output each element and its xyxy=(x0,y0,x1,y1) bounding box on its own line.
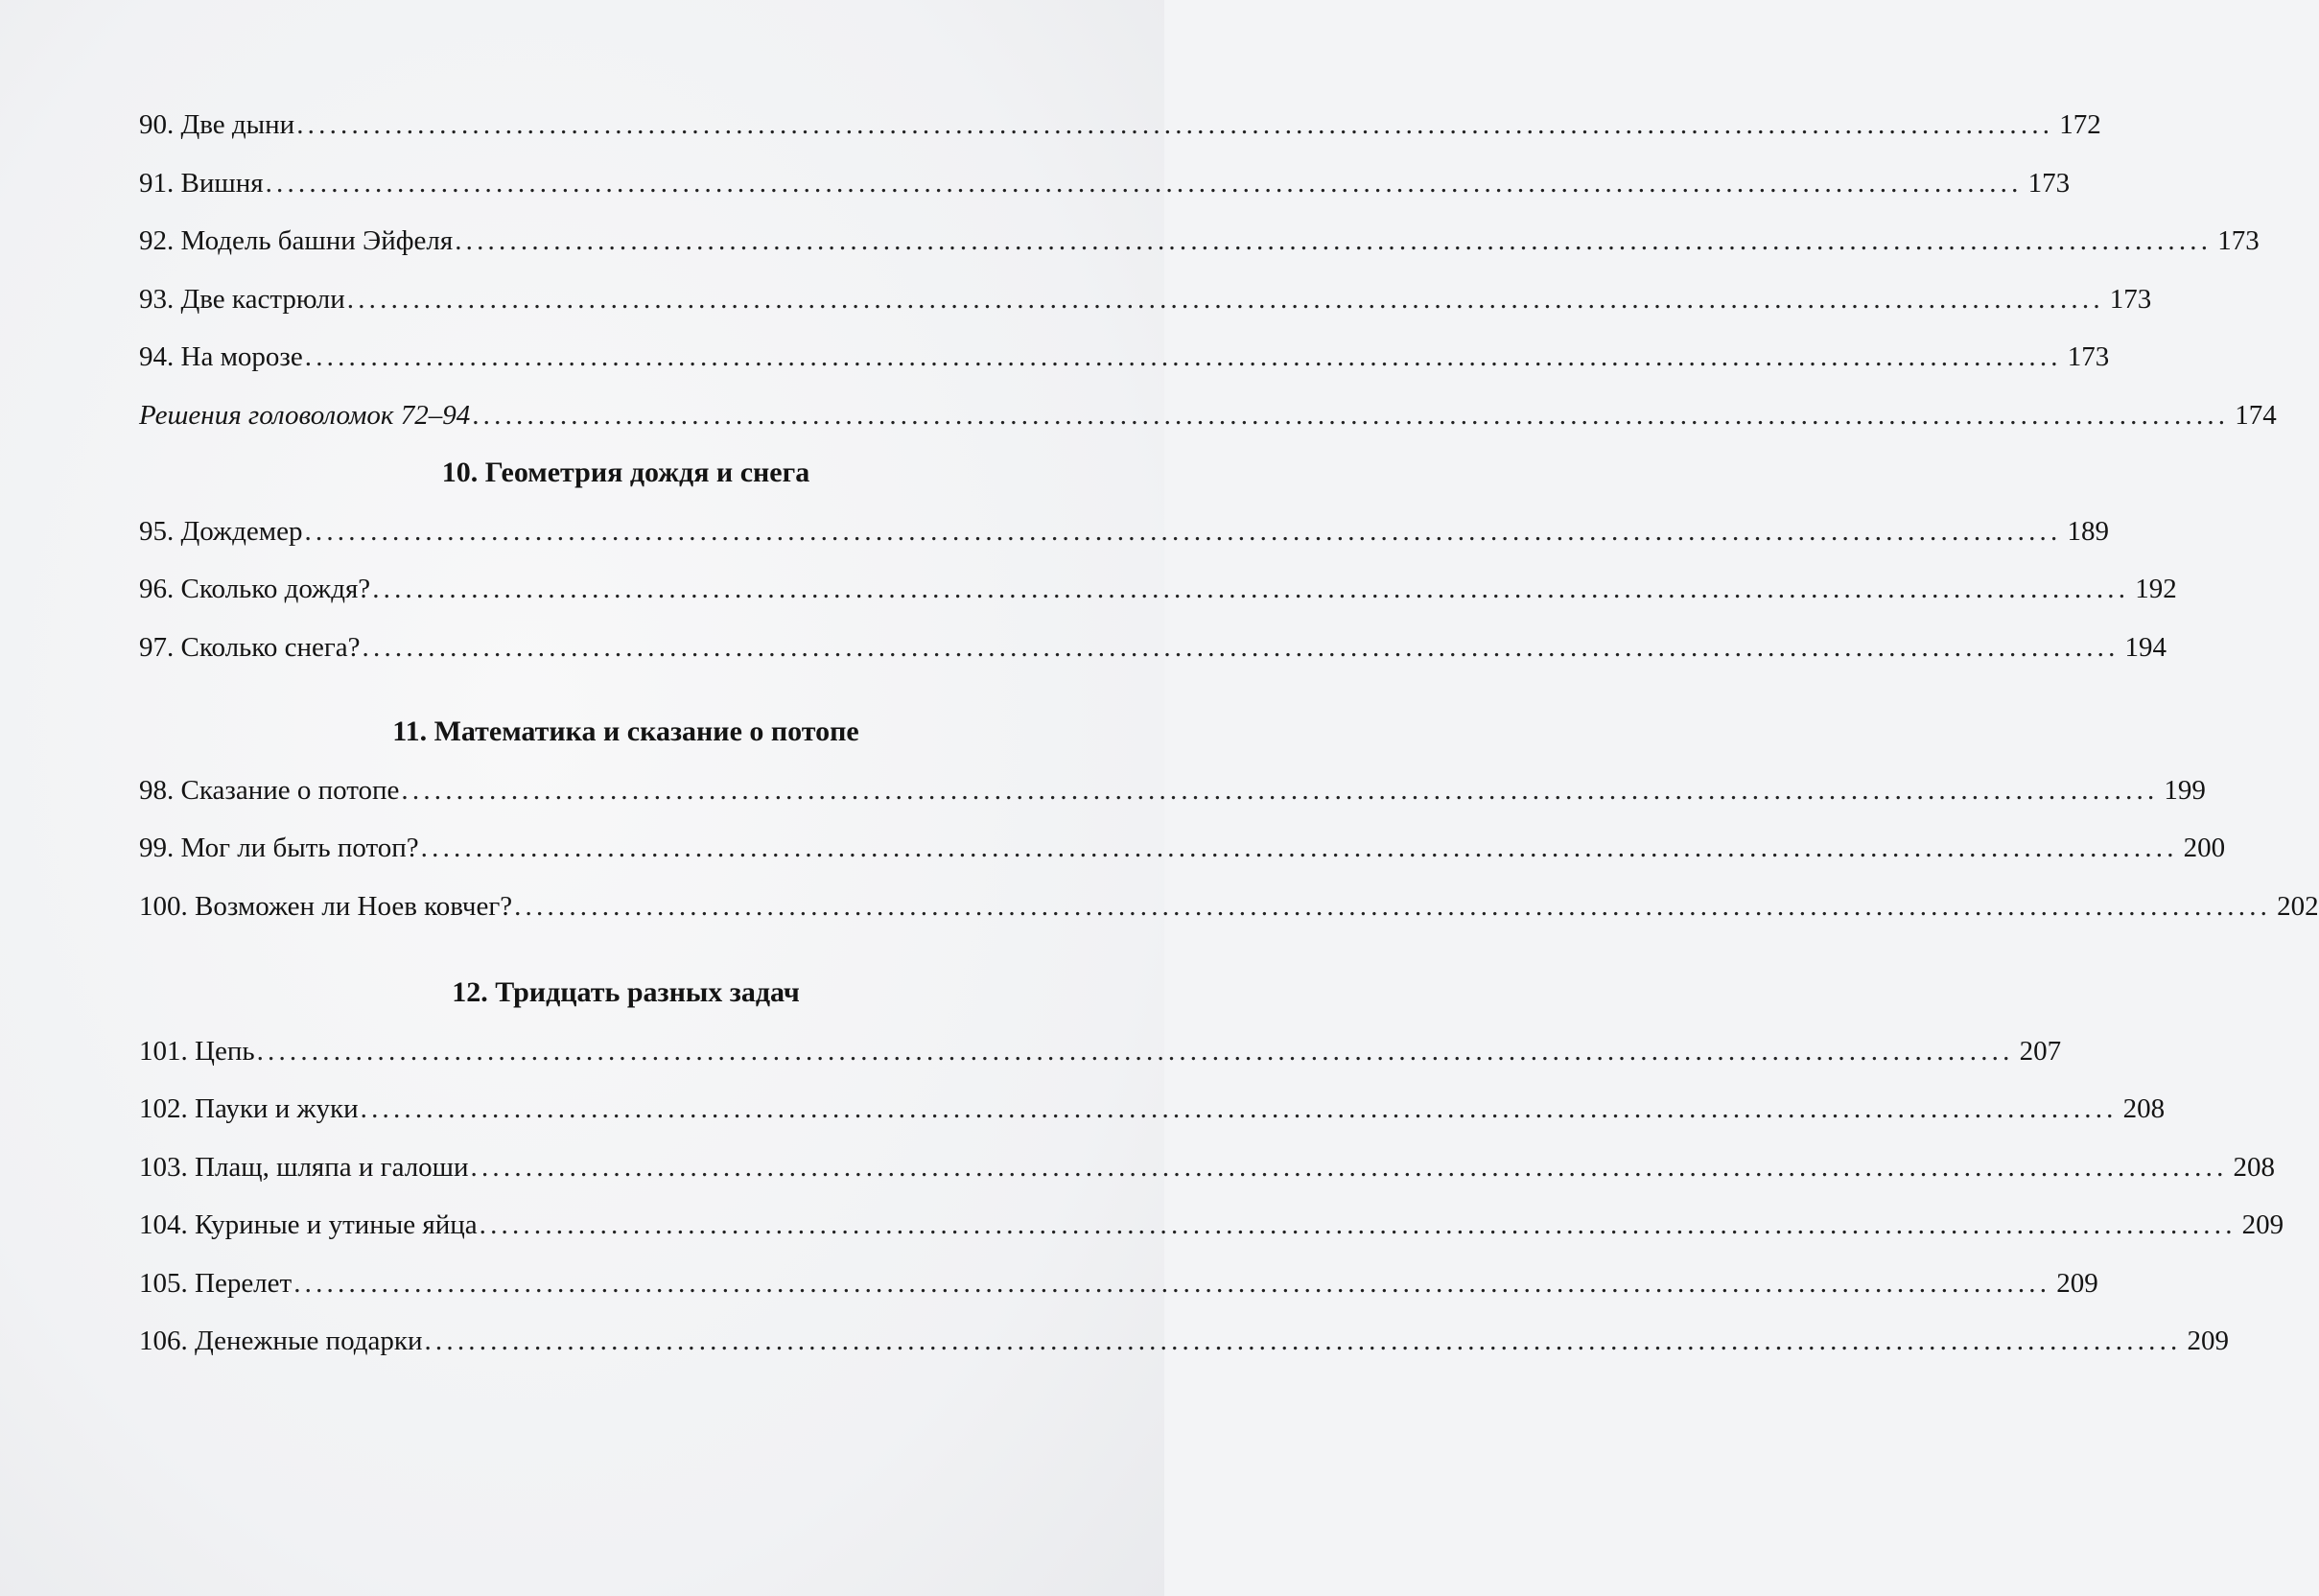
toc-entry xyxy=(139,762,2206,820)
entry-title: 102. Пауки и жуки xyxy=(139,1093,359,1124)
entry-page-number: 200 xyxy=(2183,833,2226,863)
dot-leader: ................................................................................................................................................................ xyxy=(424,1326,2182,1356)
entry-page-number: 209 xyxy=(2187,1326,2229,1356)
entry-page-number: 207 xyxy=(2019,1035,2062,1067)
toc-entry xyxy=(139,878,2319,936)
entry-title: 90. Две дыни xyxy=(139,109,295,140)
toc-entry xyxy=(139,154,2071,213)
entry-title: 105. Перелет xyxy=(139,1267,293,1299)
dot-leader: ................................................................................................................................................................ xyxy=(514,890,2272,922)
dot-leader: ................................................................................................................................................................ xyxy=(472,399,2230,431)
dot-leader: ................................................................................................................................................................ xyxy=(256,1035,2014,1067)
toc-entry xyxy=(139,819,2226,878)
toc-entry xyxy=(139,1196,2284,1255)
toc-entry xyxy=(139,1022,2062,1081)
entry-page-number: 194 xyxy=(2124,631,2167,663)
entry-title: 92. Модель башни Эйфеля xyxy=(139,225,454,256)
entry-page-number: 172 xyxy=(2059,109,2101,140)
section-heading: 12. Тридцать разных задач xyxy=(452,976,800,1008)
toc-entry xyxy=(139,1255,2098,1313)
dot-leader: ................................................................................................................................................................ xyxy=(420,833,2178,863)
dot-leader: ................................................................................................................................................................ xyxy=(372,574,2130,604)
entry-title: 94. На морозе xyxy=(139,341,303,372)
toc-entry xyxy=(139,1312,2229,1371)
dot-leader: ................................................................................................................................................................ xyxy=(479,1209,2237,1240)
entry-page-number: 173 xyxy=(2217,225,2260,256)
section-heading: 11. Математика и сказание о потопе xyxy=(392,716,859,747)
entry-title: 106. Денежные подарки xyxy=(139,1326,423,1356)
entry-page-number: 189 xyxy=(2067,515,2109,547)
toc-entry xyxy=(139,619,2167,677)
dot-leader: ................................................................................................................................................................ xyxy=(296,109,2054,140)
toc-entry xyxy=(139,270,2152,329)
entry-page-number: 202 xyxy=(2277,890,2319,922)
entry-page-number: 208 xyxy=(2122,1093,2166,1124)
dot-leader: ................................................................................................................................................................ xyxy=(346,283,2104,315)
entry-title: 100. Возможен ли Ноев ковчег? xyxy=(139,890,513,922)
entry-page-number: 192 xyxy=(2135,574,2177,604)
entry-title: 101. Цепь xyxy=(139,1035,255,1067)
entry-title: 91. Вишня xyxy=(139,167,264,199)
entry-title: 95. Дождемер xyxy=(139,515,303,547)
entry-title: 97. Сколько снега? xyxy=(139,631,361,663)
toc-entry xyxy=(139,503,2109,561)
dot-leader: ................................................................................................................................................................ xyxy=(293,1267,2051,1299)
entry-page-number: 173 xyxy=(2027,167,2071,199)
dot-leader: ................................................................................................................................................................ xyxy=(360,1093,2118,1124)
entry-title: 104. Куриные и утиные яйца xyxy=(139,1209,478,1240)
toc-entry xyxy=(139,1138,2276,1197)
entry-title: 103. Плащ, шляпа и галоши xyxy=(139,1151,469,1183)
dot-leader: ................................................................................................................................................................ xyxy=(401,774,2159,806)
entry-page-number: 209 xyxy=(2241,1209,2284,1240)
entry-page-number: 199 xyxy=(2164,774,2206,806)
section-heading: 10. Геометрия дождя и снега xyxy=(441,457,810,488)
toc-entry xyxy=(139,560,2177,619)
toc-entry xyxy=(139,328,2110,387)
entry-title: 93. Две кастрюли xyxy=(139,283,345,315)
entry-page-number: 173 xyxy=(2109,283,2152,315)
entry-title: 98. Сказание о потопе xyxy=(139,774,400,806)
toc-entry-solutions xyxy=(139,387,2277,445)
entry-page-number: 208 xyxy=(2233,1151,2276,1183)
dot-leader: ................................................................................................................................................................ xyxy=(362,631,2120,663)
entry-page-number: 174 xyxy=(2235,399,2277,431)
entry-page-number: 173 xyxy=(2067,341,2110,372)
toc-entry xyxy=(139,1080,2166,1138)
entry-title: 96. Сколько дождя? xyxy=(139,574,371,604)
entry-title: 99. Мог ли быть потоп? xyxy=(139,833,419,863)
dot-leader: ................................................................................................................................................................ xyxy=(265,167,2023,199)
toc-entry xyxy=(139,212,2260,270)
dot-leader: ................................................................................................................................................................ xyxy=(304,341,2062,372)
dot-leader: ................................................................................................................................................................ xyxy=(304,515,2062,547)
toc-entry xyxy=(139,96,2101,154)
dot-leader: ................................................................................................................................................................ xyxy=(455,225,2213,256)
dot-leader: ................................................................................................................................................................ xyxy=(470,1151,2228,1183)
table-of-contents xyxy=(139,96,2319,1371)
entry-title: Решения головоломок 72–94 xyxy=(139,399,471,431)
entry-page-number: 209 xyxy=(2056,1267,2098,1299)
